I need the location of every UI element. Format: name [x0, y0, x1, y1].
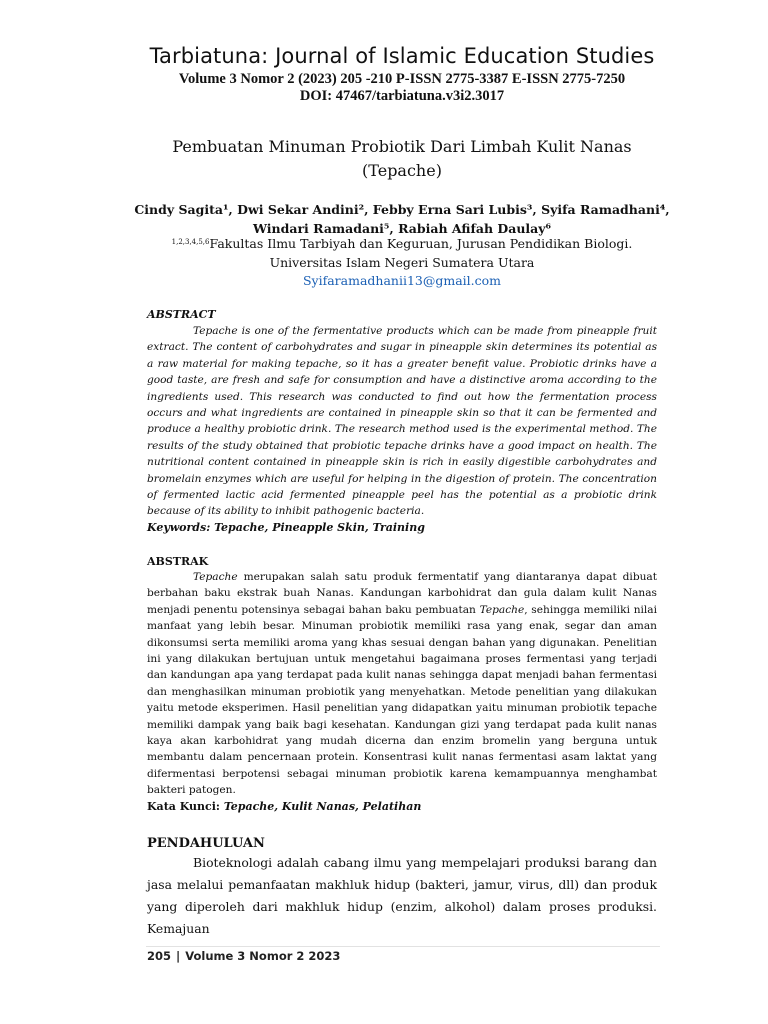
paper-title: Pembuatan Minuman Probiotik Dari Limbah Kulit Nanas (Tepache)	[172, 137, 632, 180]
keywords-label: Keywords:	[147, 521, 211, 534]
affiliation-marks: 1,2,3,4,5,6	[171, 238, 210, 246]
abstract-body: Tepache is one of the fermentative products which can be made from pineapple fruit extract. The content of carbohydrates and sugar in pineapple skin determines its potential as a raw material for making tepache, so it has a greater benefit value. Probiotic drinks have a good taste, are fresh and safe for consumption and have a distinctive aroma according to the ingredients used. This research was conducted to find out how the fermentation process occurs and what ingredients are contained in pineapple skin so that it can be fermented and produce a healthy probiotic drink. The research method used is the experimental method. The results of the study obtained that probiotic tepache drinks have a good impact on health. The nutritional content contained in pineapple skin is rich in easily digestible carbohydrates and bromelain enzymes which are useful for helping in the digestion of protein. The concentration of fermented lactic acid fermented pineapple peel has the potential as a probiotic drink because of its ability to inhibit pathogenic bacteria.	[147, 325, 657, 518]
page-footer	[147, 949, 340, 963]
introduction-body: Bioteknologi adalah cabang ilmu yang mempelajari produksi barang dan jasa melalui pemanfaatan makhluk hidup (bakteri, jamur, virus, dll) dan produk yang diperoleh dari makhluk hidup (enzim, alkohol) dalam proses produksi. Kemajuan	[147, 855, 657, 936]
introduction-text	[147, 852, 657, 940]
abstrak-text	[147, 569, 657, 799]
abstract-text	[147, 323, 657, 520]
footer-volume: Volume 3 Nomor 2 2023	[185, 949, 341, 963]
abstrak-body-part1: merupakan salah satu produk fermentatif yang diantaranya dapat dibuat berbahan baku ekstrak buah Nanas. Kandungan karbohidrat dan gula dalam kulit Nanas menjadi penentu potensinya sebagai bahan baku pembuatan	[147, 571, 657, 616]
author-list: Cindy Sagita¹, Dwi Sekar Andini², Febby Erna Sari Lubis³, Syifa Ramadhani⁴, Windari Ramadani⁵, Rabiah Afifah Daulay⁶	[134, 202, 670, 236]
abstrak-lead-word: Tepache	[193, 571, 238, 583]
abstrak-italic-word: Tepache	[479, 603, 525, 616]
journal-title: Tarbiatuna: Journal of Islamic Education Studies	[149, 44, 655, 68]
keywords-en	[147, 521, 662, 534]
introduction-heading: PENDAHULUAN	[147, 836, 265, 851]
abstrak-body-part2: , sehingga memiliki nilai manfaat yang lebih besar. Minuman probiotik memiliki rasa yang enak, segar dan aman dikonsumsi serta memiliki aroma yang khas sesuai dengan bahan yang digunakan. Penelitian ini yang dilakukan bertujuan untuk mengetahui bagaimana proses fermentasi yang terjadi dan kandungan apa yang terdapat pada kulit nanas sehingga dapat menjadi bahan fermentasi dan menghasilkan minuman probiotik yang menyehatkan. Metode penelitian yang dilakukan yaitu metode eksperimen. Hasil penelitian yang didapatkan yaitu minuman probiotik tepache memiliki dampak yang baik bagi kesehatan. Kandungan gizi yang terdapat pada kulit nanas kaya akan karbohidrat yang mudah dicerna dan enzim bromelin yang berguna untuk membantu dalam pencernaan protein. Konsentrasi kulit nanas fermentasi asam laktat yang difermentasi berpotensi sebagai minuman probiotik karena kemampuannya menghambat bakteri patogen.	[147, 603, 658, 797]
abstrak-heading: ABSTRAK	[147, 555, 209, 568]
keywords-id	[147, 800, 662, 813]
doi-line: DOI: 47467/tarbiatuna.v3i2.3017	[299, 88, 505, 104]
kata-kunci-values: Tepache, Kulit Nanas, Pelatihan	[223, 800, 422, 813]
keywords-values: Tepache, Pineapple Skin, Training	[214, 521, 425, 534]
page-number: 205	[147, 949, 172, 963]
author-email-link[interactable]: Syifaramadhanii13@gmail.com	[302, 273, 502, 288]
university: Universitas Islam Negeri Sumatera Utara	[269, 255, 535, 270]
volume-issn-line: Volume 3 Nomor 2 (2023) 205 -210 P-ISSN 2775-3387 E-ISSN 2775-7250	[178, 71, 626, 87]
footer-divider	[146, 946, 660, 947]
affiliation	[0, 236, 768, 251]
abstract-heading: ABSTRACT	[147, 308, 216, 321]
kata-kunci-label: Kata Kunci:	[147, 800, 220, 813]
affiliation-text: Fakultas Ilmu Tarbiyah dan Keguruan, Jurusan Pendidikan Biologi.	[209, 236, 633, 251]
footer-separator: |	[176, 949, 181, 963]
